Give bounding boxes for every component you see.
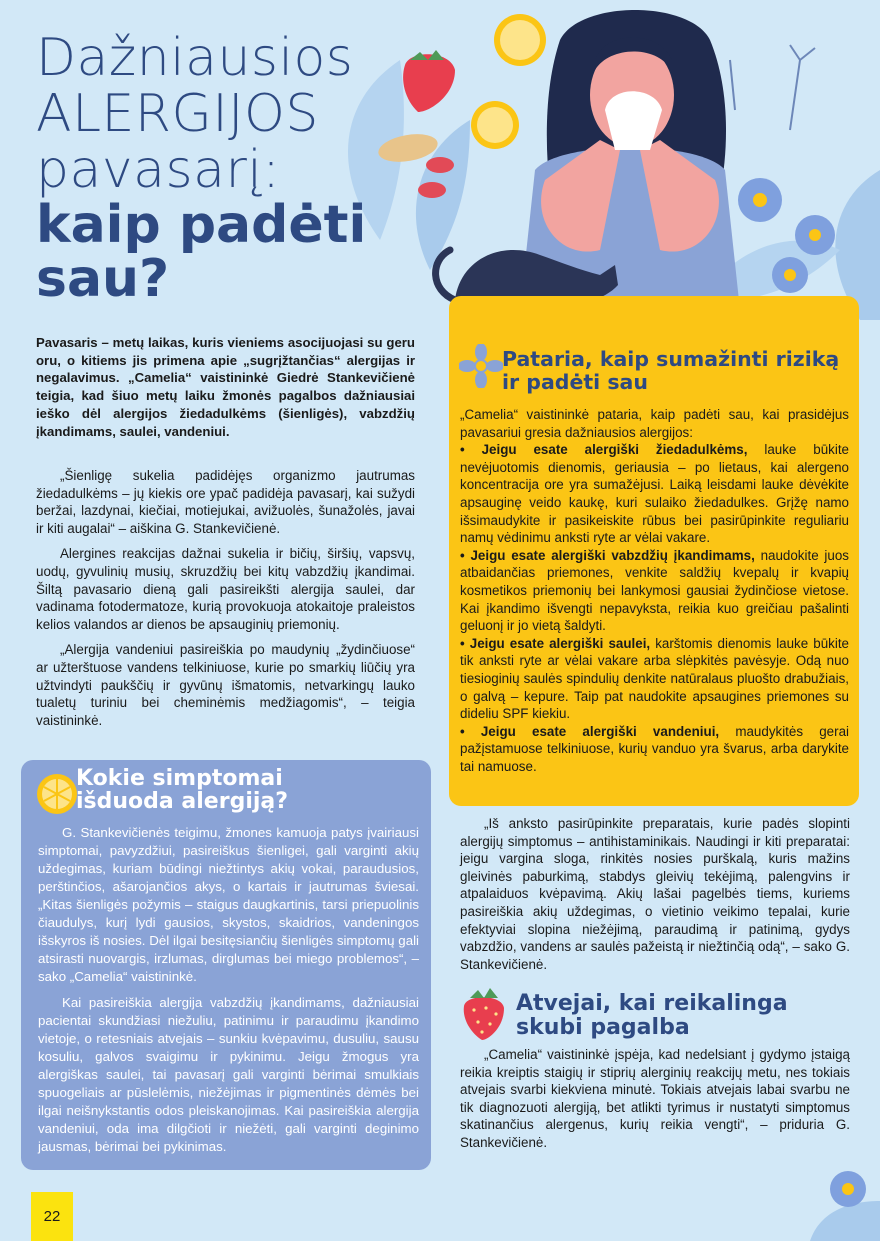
advice-heading: [502, 348, 839, 394]
bottom-flower-decoration: [790, 1161, 880, 1241]
symptoms-heading: [76, 767, 288, 813]
symptoms-paragraph: Kai pasireiškia alergija vabzdžių įkandimams, dažniausiai pacientai skundžiasi niežuliu, patinimu ir paraudimu įkandimo vietoje, o retesniais atvejais – sunkiu kvėpavimu, dusuliu, sausu kosuliu, galvos svaigimu ir pykinimu. Jeigu žmogus yra alergiškas saulei, tai pavasarį gali varginti bėrimai smulkiais spuogeliais ar pūslelėmis, niežėjimas ir pigmentinės dėmės bei ilgai neišnykstantis odos pleiskanojimas. Kai pasireiškia alergija vandeniui, oda ima dilgčioti ir niežėti, gali varginti deginimo jausmas, bėrimai bei pykinimas.: [38, 995, 419, 1154]
right-paragraph: „Iš anksto pasirūpinkite preparatais, kurie padės slopinti alergijų simptomus – antihistaminikais. Naudingi ir kiti preparatai: jeigu vargina sloga, rinkitės nosies purškalą, kuris mažins gleivinės paburkimą, stabdys gleivių tekėjimą, palengvins ir atpalaiduos kvėpavimą. Akių lašai pagelbės tiems, kuriems pasireiškia akių uždegimas, o vietinio veikimo tepalai, kurie efektyviai slopina niežėjimą, paraudimą ir patinimą, gydys vabzdžio, vandens ar saulės pažeistą ir niežtinčią odą“, – sako G. Stankevičienė.: [460, 816, 850, 972]
title-line-5: sau?: [36, 249, 170, 309]
page-title: [36, 28, 396, 309]
title-line-4: kaip padėti: [36, 195, 367, 255]
left-paragraph: Alergines reakcijas dažnai sukelia ir bičių, širšių, vapsvų, uodų, gyvulinių musių, skruzdžių bei kitų vabzdžių įkandimai. Šiltą pavasario dieną gali pasireikšti alergija saulei, dar vadinama fotodermatoze, kurią provokuoja atokaitoje praleistos kelios valandos ar dienos be apsauginių priemonių.: [36, 546, 415, 632]
emergency-text: [460, 1046, 850, 1160]
left-paragraph: „Alergija vandeniui pasireiškia po maudynių „žydinčiuose“ ar užterštuose vandens telkiniuose, kurie po smarkių liūčių yra užtvindyti paukščių ir gyvūnų išmatomis, netvarkingų lauko tualetų turiniu bei cheminėmis medžiagomis“, – teigia vaistininkė.: [36, 642, 415, 728]
advice-item-text: lauke būkite nevėjuotomis dienomis, geriausia – po lietaus, kai alergeno koncentracija ore yra sumažėjusi. Laiką leisdami lauke dėvėkite apsauginę veido kaukę, kuri sulaiko žiedadulkes. Grįžę namo išsimaudykite ir pasikeiskite rūbus bei pasirūpinkite reguliariu namų vėdinimu anksti ryte ar vėlai vakare.: [460, 442, 850, 546]
advice-item: [460, 635, 849, 723]
emergency-heading-line-2: skubi pagalba: [516, 1015, 690, 1040]
advice-item-lead: • Jeigu esate alergiški vabzdžių įkandimams,: [460, 547, 755, 563]
right-column: [460, 815, 850, 981]
advice-item-text: maudykitės gerai pažįstamuose telkiniuose, kurių vanduo yra švarus, arba darykite tai namuose.: [460, 723, 849, 774]
advice-heading-line-2: ir padėti sau: [502, 370, 648, 394]
symptoms-heading-line-2: išduoda alergiją?: [76, 789, 289, 814]
emergency-paragraph: „Camelia“ vaistininkė įspėja, kad nedelsiant į gydymo įstaigą reikia kreiptis staigių ir stiprių alerginių reakcijų metu, nes tokiais atvejais svarbi kiekviena minutė. Tokiais atvejais labai svarbu ne tik diagnozuoti alergiją, bet atlikti tyrimus ir nustatyti simptomus skatinančius alergenus, kurių reikia vengti“, – priduria G. Stankevičienė.: [460, 1047, 850, 1150]
advice-item: [460, 441, 849, 547]
lemon-icon: [33, 768, 81, 816]
strawberry-icon: [458, 986, 510, 1042]
advice-item-text: karštomis dienomis lauke būkite tik anksti ryte ar vėlai vakare arba slėpkitės pavėsyje. Odą nuo tiesioginių saulės spindulių denkite natūralaus pluošto drabužiais, o galvą – kepure. Taip pat naudokite apsaugines priemones su dideliu SPF kiekiu.: [460, 635, 849, 722]
advice-item-lead: • Jeigu esate alergiški saulei,: [460, 635, 651, 651]
emergency-heading-line-1: Atvejai, kai reikalinga: [516, 991, 788, 1016]
symptoms-paragraph: G. Stankevičienės teigimu, žmones kamuoja patys įvairiausi simptomai, pavyzdžiui, pasireiškus šienligei, gali varginti akių uždegimas, kuriam būdingi niežtintys akių vokai, paraudusios, perštinčios, ašarojančios akys, o kartais ir jautrumas šviesai. „Kitas šienligės požymis – staigus daugkartinis, tarsi priepuolinis čiaudulys, kurį lydi gausios, skystos, skaidrios, vandeningos išskyros iš nosies. Dėl ilgai besitęsiančių šienligės simptomų gali atsirasti nuovargis, irzlumas, dirglumas bei miego problemos“, – sako „Camelia“ vaistininkė.: [38, 825, 419, 984]
advice-heading-line-1: Pataria, kaip sumažinti riziką: [502, 347, 840, 371]
flower-icon: [459, 344, 503, 388]
advice-box: [449, 296, 859, 806]
advice-item: [460, 547, 849, 635]
title-line-1: Dažniausios: [36, 28, 354, 88]
advice-item: [460, 723, 849, 776]
page-number: 22: [31, 1192, 73, 1241]
title-line-2: ALERGIJOS: [36, 84, 319, 144]
title-line-3: pavasarį:: [36, 140, 281, 200]
symptoms-text: [38, 824, 419, 1164]
emergency-heading: [516, 992, 788, 1040]
advice-text: [460, 406, 849, 775]
lead-paragraph: Pavasaris – metų laikas, kuris vieniems asocijuojasi su geru oru, o kitiems jis primena apie „sugrįžtančias“ alergijas ir negalavimus. „Camelia“ vaistininkė Giedrė Stankevičienė teigia, kad šiuo metų laiku žmonės pagalbos dažniausiai ieško dėl alergijos žiedadulkėms (šienligės), vabzdžių įkandimams, saulei, vandeniui.: [36, 335, 415, 439]
symptoms-box: [21, 760, 431, 1170]
advice-item-lead: • Jeigu esate alergiški vandeniui,: [460, 723, 720, 739]
symptoms-heading-line-1: Kokie simptomai: [76, 766, 283, 791]
advice-item-lead: • Jeigu esate alergiški žiedadulkėms,: [460, 442, 748, 458]
advice-intro: „Camelia“ vaistininkė pataria, kaip padėti sau, kai prasidėjus pavasariui gresia dažniausios alergijos:: [460, 407, 849, 440]
left-column: [36, 467, 415, 737]
advice-item-text: naudokite juos atbaidančias priemones, venkite saldžių kvepalų ir kvapių kosmetikos priemonių bei lankymosi gausiai žydinčiose vietose. Kai įkandimo išvengti nepavyksta, reikia kuo greičiau pašalinti geluonį ir jo vietą šaldyti.: [460, 547, 849, 634]
left-paragraph: „Šienligę sukelia padidėjęs organizmo jautrumas žiedadulkėms – jų kiekis ore ypač padidėja pavasarį, kai sužydi beržai, lazdynai, kiečiai, motiejukai, avižuolės, šunažolės, javai ir kiti augalai“ – aiškina G. Stankevičienė.: [36, 468, 415, 536]
